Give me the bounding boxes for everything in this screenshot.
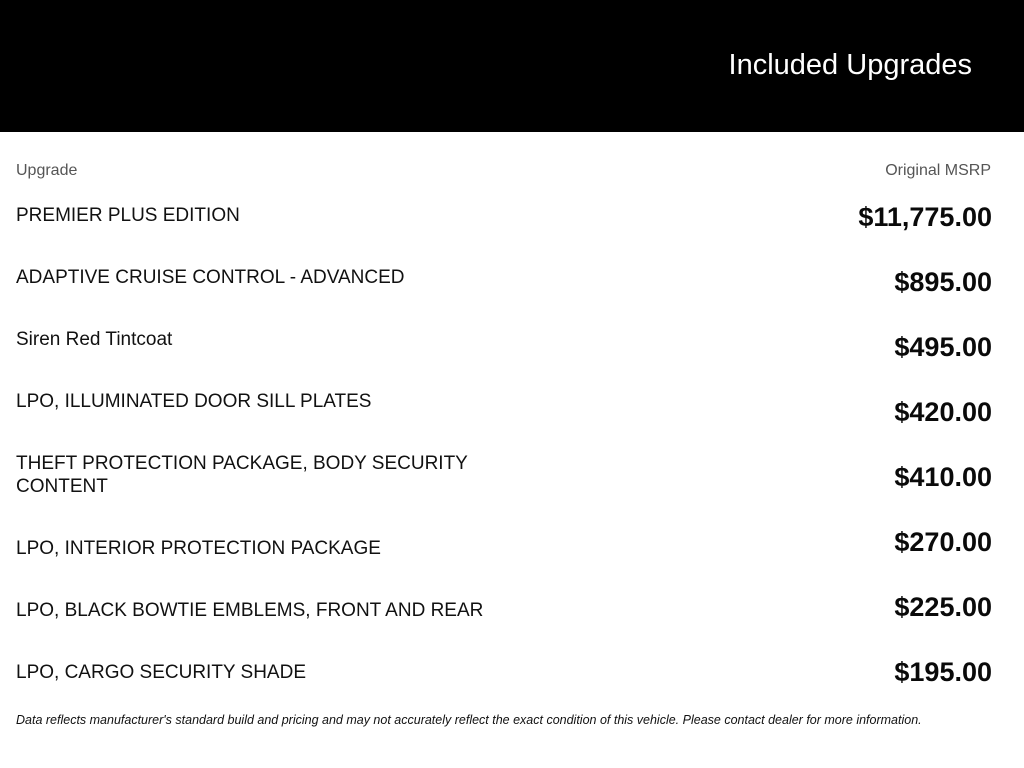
upgrade-price: $410.00	[894, 462, 992, 492]
upgrade-name: LPO, INTERIOR PROTECTION PACKAGE	[16, 538, 381, 559]
upgrade-price: $195.00	[894, 657, 992, 687]
upgrade-name: LPO, CARGO SECURITY SHADE	[16, 662, 306, 683]
column-header-msrp: Original MSRP	[885, 162, 991, 179]
header-banner	[0, 0, 1024, 132]
upgrade-price: $225.00	[894, 592, 992, 622]
disclaimer-text: Data reflects manufacturer's standard build and pricing and may not accurately reflect the exact condition of this vehicle. Please contact dealer for more information.	[16, 713, 922, 727]
upgrade-name: LPO, BLACK BOWTIE EMBLEMS, FRONT AND REAR	[16, 600, 484, 621]
column-header-upgrade: Upgrade	[16, 162, 78, 179]
upgrade-name: THEFT PROTECTION PACKAGE, BODY SECURITY CONTENT	[16, 453, 468, 497]
upgrade-price: $895.00	[894, 267, 992, 297]
upgrade-name: LPO, ILLUMINATED DOOR SILL PLATES	[16, 391, 372, 412]
page-title: Included Upgrades	[728, 49, 972, 81]
upgrade-price: $495.00	[894, 332, 992, 362]
upgrade-name: PREMIER PLUS EDITION	[16, 205, 240, 226]
upgrade-name: ADAPTIVE CRUISE CONTROL - ADVANCED	[16, 267, 405, 288]
upgrade-price: $270.00	[894, 527, 992, 557]
upgrade-price: $420.00	[894, 397, 992, 427]
upgrade-name: Siren Red Tintcoat	[16, 329, 173, 350]
upgrade-price: $11,775.00	[858, 202, 992, 232]
